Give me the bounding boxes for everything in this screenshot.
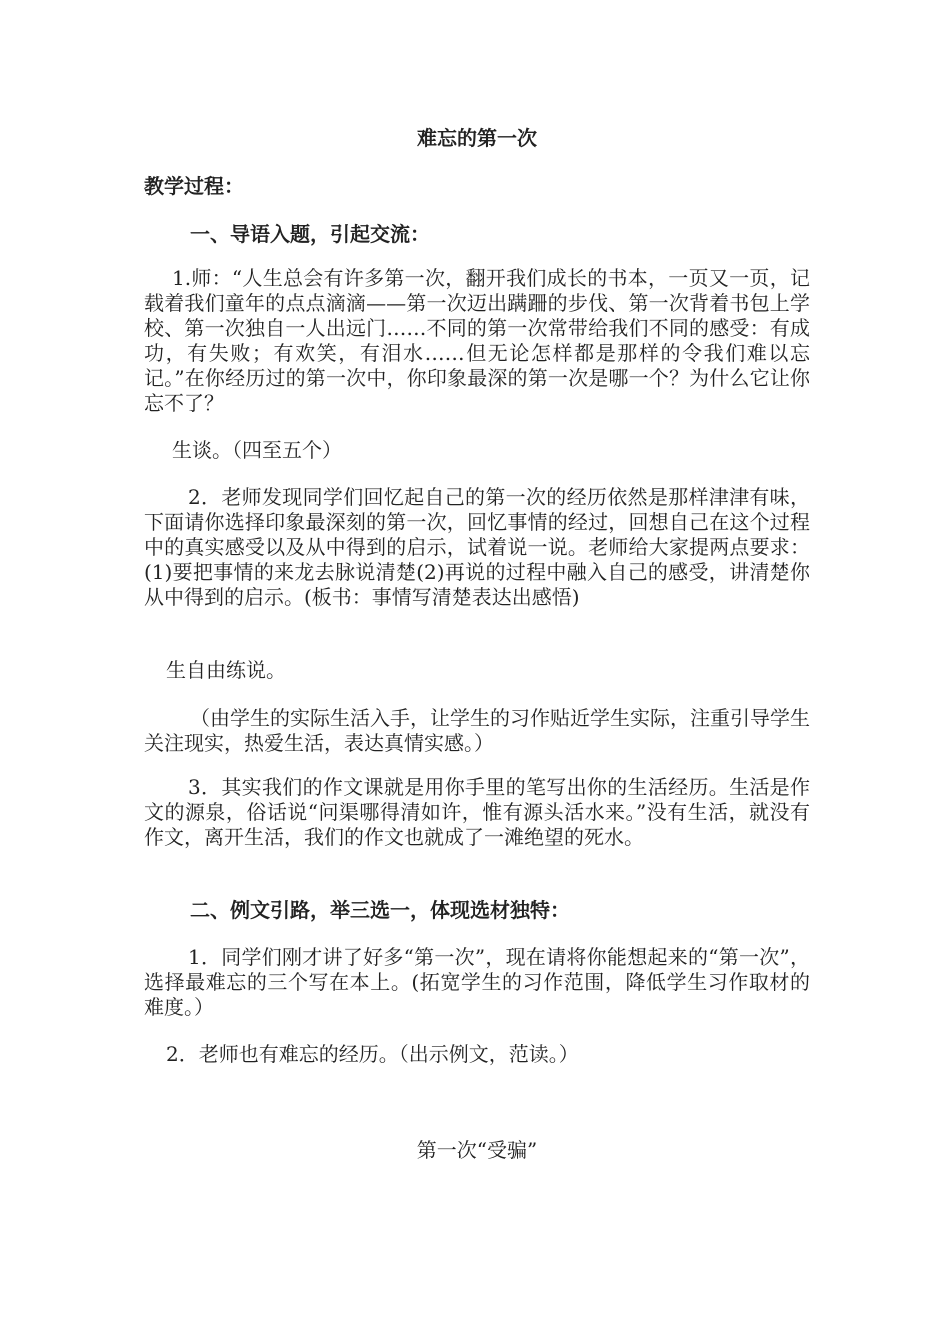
example-title: 第一次“受骗” [416, 1138, 538, 1162]
paragraph-2: 2．老师发现同学们回忆起自己的第一次的经历依然是那样津津有味，下面请你选择印象最深刻的第一次，回忆事情的经过，回想自己在这个过程中的真实感受以及从中得到的启示，试着说一说。老师给大家提两点要求：(1)要把事情的来龙去脉说清楚(2)再说的过程中融入自己的感受，讲清楚你从中得到的启示。(板书：事情写清楚表达出感悟) [144, 485, 810, 609]
document-title: 难忘的第一次 [417, 126, 537, 150]
paragraph-2-comment: （由学生的实际生活入手，让学生的习作贴近学生实际，注重引导学生关注现实，热爱生活，表达真情实感。） [144, 706, 810, 755]
heading-one: 一、导语入题，引起交流： [190, 222, 430, 246]
heading-two: 二、例文引路，举三选一，体现选材独特： [190, 898, 570, 922]
paragraph-2-note: 生自由练说。 [166, 658, 286, 682]
question-1: 1．同学们刚才讲了好多“第一次”，现在请将你能想起来的“第一次”，选择最难忘的三个写在本上。(拓宽学生的习作范围，降低学生习作取材的难度。） [144, 945, 810, 1019]
question-2: 2．老师也有难忘的经历。（出示例文，范读。） [166, 1042, 579, 1066]
paragraph-3: 3．其实我们的作文课就是用你手里的笔写出你的生活经历。生活是作文的源泉，俗话说“问渠哪得清如许，惟有源头活水来。”没有生活，就没有作文，离开生活，我们的作文也就成了一滩绝望的死水。 [144, 775, 810, 849]
paragraph-1: 1.师：“人生总会有许多第一次，翻开我们成长的书本，一页又一页，记载着我们童年的点点滴滴——第一次迈出蹒跚的步伐、第一次背着书包上学校、第一次独自一人出远门……不同的第一次常带给我们不同的感受：有成功，有失败；有欢笑，有泪水……但无论怎样都是那样的令我们难以忘记。”在你经历过的第一次中，你印象最深的第一次是哪一个？为什么它让你忘不了？ [144, 266, 810, 415]
section-label: 教学过程： [144, 174, 244, 198]
paragraph-1-note: 生谈。（四至五个） [172, 438, 342, 462]
